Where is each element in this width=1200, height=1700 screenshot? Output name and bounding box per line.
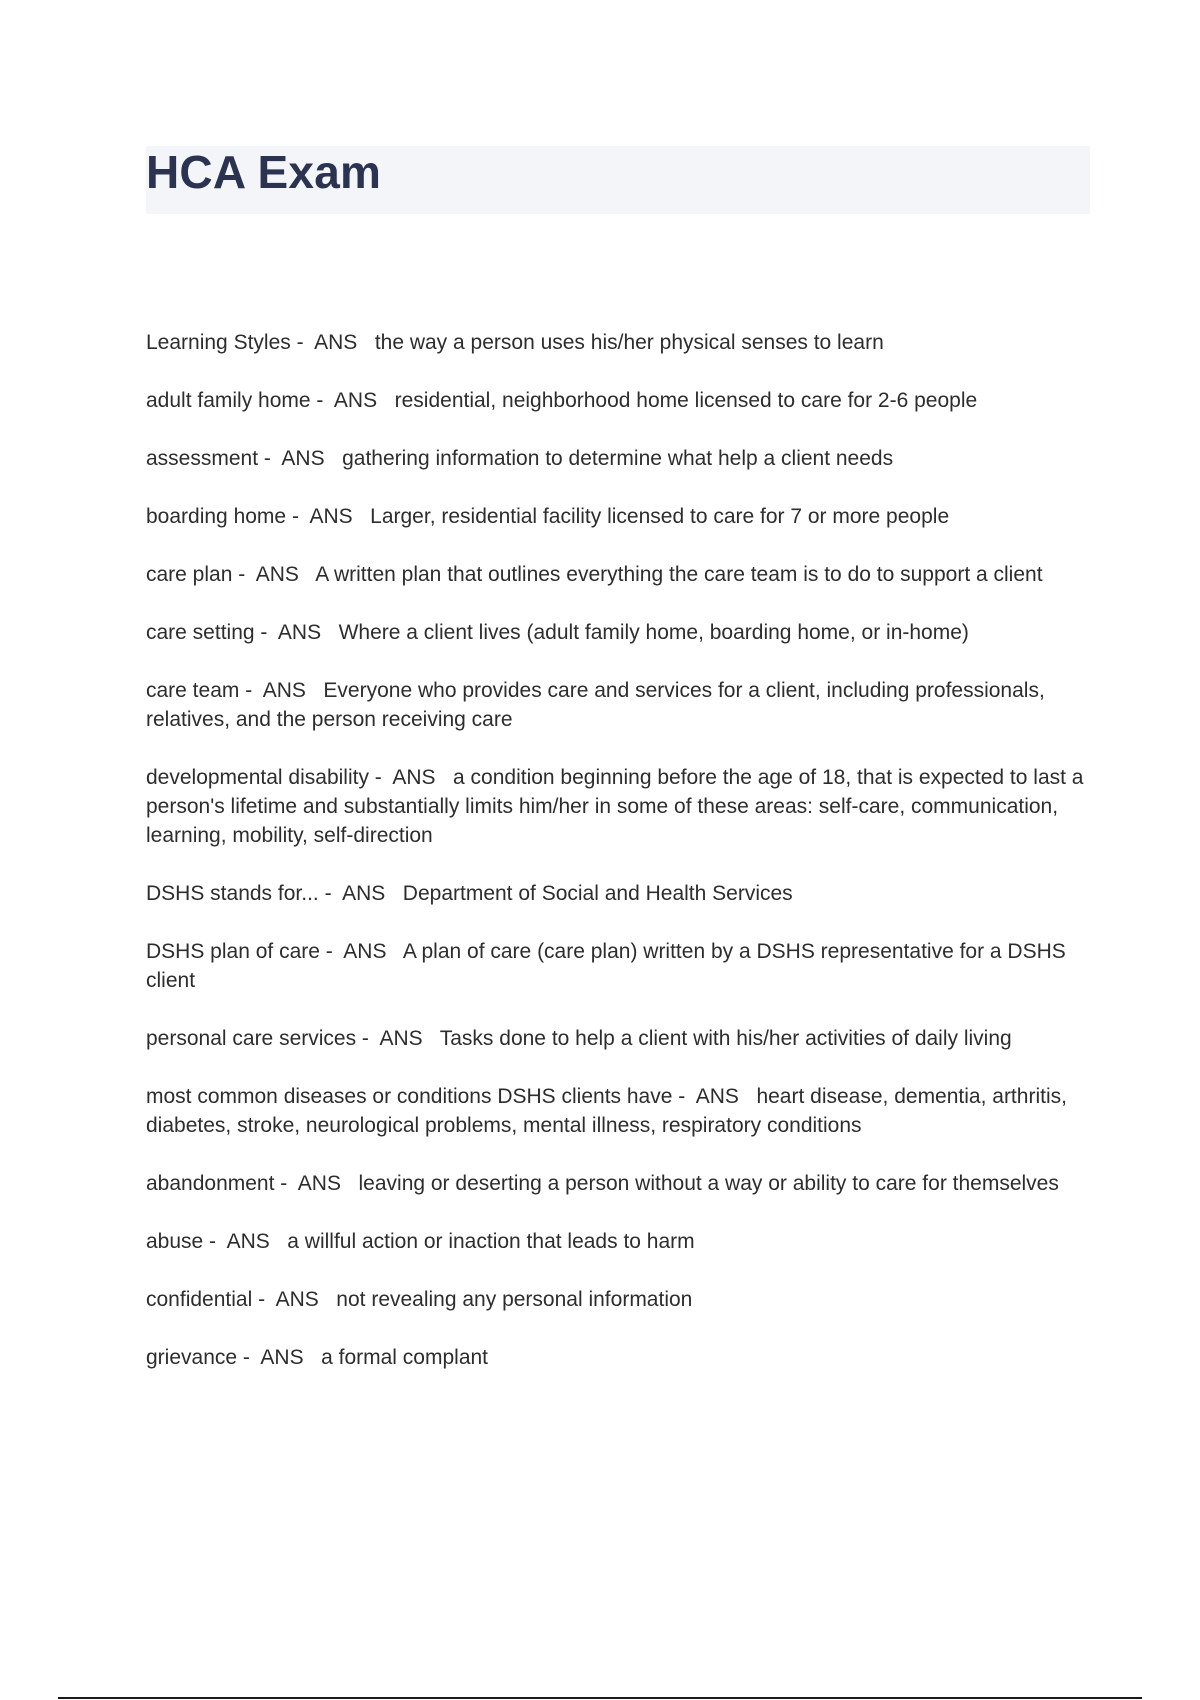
page-bottom-divider xyxy=(58,1697,1142,1699)
flashcard-entry: DSHS plan of care - ANS A plan of care (care plan) written by a DSHS representative for a DSHS client xyxy=(146,940,1066,992)
entry-definition: a formal complant xyxy=(321,1346,489,1369)
entry-ans-label: ANS xyxy=(297,1172,341,1195)
entry-definition: a willful action or inaction that leads to harm xyxy=(287,1230,695,1253)
entry-definition: Where a client lives (adult family home, boarding home, or in-home) xyxy=(338,621,969,644)
entry-term: confidential xyxy=(146,1288,253,1311)
flashcard-list xyxy=(146,328,1086,1401)
entry-definition: gathering information to determine what help a client needs xyxy=(342,447,894,470)
entry-ans-label: ANS xyxy=(379,1027,423,1050)
entry-term: personal care services xyxy=(146,1027,357,1050)
entry-definition: Tasks done to help a client with his/her activities of daily living xyxy=(439,1027,1012,1050)
entry-term: abuse xyxy=(146,1230,204,1253)
entry-ans-label: ANS xyxy=(309,505,353,528)
entry-ans-label: ANS xyxy=(281,447,325,470)
entry-definition: leaving or deserting a person without a way or ability to care for themselves xyxy=(358,1172,1059,1195)
entry-term: abandonment xyxy=(146,1172,275,1195)
flashcard-entry: abandonment - ANS leaving or deserting a person without a way or ability to care for themselves xyxy=(146,1172,1059,1195)
entry-term: care plan xyxy=(146,563,233,586)
entry-definition: A plan of care (care plan) written by a DSHS representative for a DSHS client xyxy=(146,940,1066,992)
entry-definition: the way a person uses his/her physical senses to learn xyxy=(374,331,884,354)
entry-ans-label: ANS xyxy=(342,882,386,905)
entry-definition: Department of Social and Health Services xyxy=(402,882,793,905)
entry-ans-label: ANS xyxy=(277,621,322,644)
entry-ans-label: ANS xyxy=(343,940,387,963)
flashcard-entry: abuse - ANS a willful action or inaction that leads to harm xyxy=(146,1230,695,1253)
entry-term: care setting xyxy=(146,621,255,644)
entry-definition: residential, neighborhood home licensed to care for 2-6 people xyxy=(394,389,978,412)
entry-ans-label: ANS xyxy=(275,1288,319,1311)
flashcard-entry: care plan - ANS A written plan that outlines everything the care team is to do to support a client xyxy=(146,563,1043,586)
entry-ans-label: ANS xyxy=(226,1230,270,1253)
entry-definition: a condition beginning before the age of 18, that is expected to last a person's lifetime and substantially limits him/her in some of these areas: self-care, communication, learning, mobility, self-direction xyxy=(146,766,1084,847)
flashcard-entry: adult family home - ANS residential, neighborhood home licensed to care for 2-6 people xyxy=(146,389,978,412)
entry-ans-label: ANS xyxy=(392,766,436,789)
entry-definition: A written plan that outlines everything the care team is to do to support a client xyxy=(315,563,1043,586)
entry-definition: not revealing any personal information xyxy=(336,1288,693,1311)
entry-definition: Everyone who provides care and services for a client, including professionals, relatives, and the person receiving care xyxy=(146,679,1045,731)
entry-term: most common diseases or conditions DSHS clients have xyxy=(146,1085,673,1108)
entry-term: DSHS plan of care xyxy=(146,940,320,963)
flashcard-entry: care team - ANS Everyone who provides care and services for a client, including professionals, relatives, and the person receiving care xyxy=(146,679,1045,731)
entry-ans-label: ANS xyxy=(262,679,306,702)
flashcard-entry: personal care services - ANS Tasks done to help a client with his/her activities of daily living xyxy=(146,1027,1012,1050)
entry-term: DSHS stands for... xyxy=(146,882,319,905)
title-band xyxy=(146,146,1090,214)
flashcard-entry: Learning Styles - ANS the way a person uses his/her physical senses to learn xyxy=(146,331,884,354)
entry-term: care team xyxy=(146,679,240,702)
entry-ans-label: ANS xyxy=(333,389,378,412)
flashcard-entry: most common diseases or conditions DSHS clients have - ANS heart disease, dementia, arthritis, diabetes, stroke, neurological problems, mental illness, respiratory conditions xyxy=(146,1085,1067,1137)
flashcard-entry: developmental disability - ANS a condition beginning before the age of 18, that is expected to last a person's lifetime and substantially limits him/her in some of these areas: self-care, communication, learning, mobility, self-direction xyxy=(146,766,1084,847)
entry-ans-label: ANS xyxy=(255,563,299,586)
entry-term: grievance xyxy=(146,1346,238,1369)
entry-definition: Larger, residential facility licensed to care for 7 or more people xyxy=(370,505,950,528)
entry-ans-label: ANS xyxy=(695,1085,739,1108)
entry-term: Learning Styles xyxy=(146,331,291,354)
entry-ans-label: ANS xyxy=(260,1346,304,1369)
entry-term: assessment xyxy=(146,447,259,470)
page-title: HCA Exam xyxy=(146,146,382,198)
flashcard-entry: confidential - ANS not revealing any personal information xyxy=(146,1288,693,1311)
flashcard-entry: assessment - ANS gathering information to determine what help a client needs xyxy=(146,447,894,470)
flashcard-entry: grievance - ANS a formal complant xyxy=(146,1346,489,1369)
flashcard-entry: boarding home - ANS Larger, residential facility licensed to care for 7 or more people xyxy=(146,505,950,528)
entry-term: adult family home xyxy=(146,389,311,412)
entry-term: boarding home xyxy=(146,505,287,528)
entry-term: developmental disability xyxy=(146,766,369,789)
flashcard-entry: care setting - ANS Where a client lives (adult family home, boarding home, or in-home) xyxy=(146,621,969,644)
flashcard-entry: DSHS stands for... - ANS Department of Social and Health Services xyxy=(146,882,793,905)
entry-ans-label: ANS xyxy=(314,331,358,354)
entry-definition: heart disease, dementia, arthritis, diabetes, stroke, neurological problems, mental illness, respiratory conditions xyxy=(146,1085,1067,1137)
